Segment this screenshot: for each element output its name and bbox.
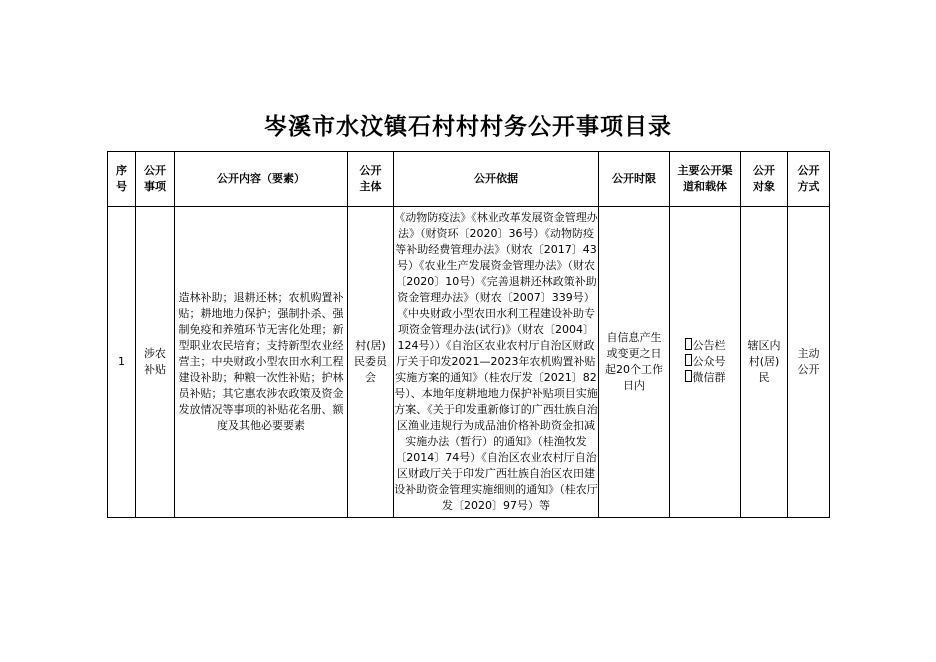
header-method: 公开方式	[788, 152, 830, 207]
header-target: 公开对象	[741, 152, 788, 207]
cell-period: 自信息产生或变更之日起20个工作日内	[599, 207, 670, 518]
cell-method: 主动公开	[788, 207, 830, 518]
table-header-row	[108, 152, 830, 207]
header-content: 公开内容（要素）	[175, 152, 348, 207]
page-title: 岑溪市水汶镇石村村村务公开事项目录	[264, 114, 672, 140]
cell-index: 1	[108, 207, 136, 518]
cell-channel	[670, 207, 741, 518]
cell-item: 涉农补贴	[136, 207, 175, 518]
header-subject: 公开主体	[348, 152, 394, 207]
checkbox-icon	[685, 354, 692, 366]
header-period: 公开时限	[599, 152, 670, 207]
checkbox-icon	[685, 370, 692, 382]
header-index: 序号	[108, 152, 136, 207]
header-channel: 主要公开渠道和载体	[670, 152, 741, 207]
disclosure-catalog-table	[107, 151, 830, 518]
header-basis: 公开依据	[394, 152, 599, 207]
header-item: 公开事项	[136, 152, 175, 207]
cell-target: 辖区内村(居)民	[741, 207, 788, 518]
table-row	[108, 207, 830, 518]
cell-content: 造林补助；退耕还林；农机购置补贴；耕地地力保护；强制扑杀、强制免疫和养殖环节无害化处理；新型职业农民培育；支持新型农业经营主；中央财政小型农田水利工程建设补助；种粮一次性补贴；护林员补贴；其它惠农涉农政策及资金发放情况等事项的补贴花名册、额度及其他必要要素	[175, 207, 348, 518]
cell-basis: 《动物防疫法》《林业改革发展资金管理办法》（财资环〔2020〕36号）《动物防疫等补助经费管理办法》（财农〔2017〕43号）《农业生产发展资金管理办法》（财农〔2020〕10号）《完善退耕还林政策补助资金管理办法》（财农〔2007〕339号）《中央财政小型农田水利工程建设补助专项资金管理办法(试行)》（财农〔2004〕124号））《自治区农业农村厅自治区财政厅关于印发2021—2023年农机购置补贴实施方案的通知》（桂农厅发〔2021〕82号）、本地年度耕地地力保护补贴项目实施方案、《关于印发重新修订的广西壮族自治区渔业违规行为成品油价格补助资金扣减实施办法（暂行）的通知》（桂渔牧发〔2014〕74号）《自治区农业农村厅自治区财政厅关于印发广西壮族自治区农田建设补助资金管理实施细则的通知》（桂农厅发〔2020〕97号）等	[394, 207, 599, 518]
cell-subject: 村(居)民委员会	[348, 207, 394, 518]
channel-item: 公告栏	[670, 338, 740, 354]
channel-item: 微信群	[670, 370, 740, 386]
channel-item: 公众号	[670, 354, 740, 370]
checkbox-icon	[685, 338, 692, 350]
